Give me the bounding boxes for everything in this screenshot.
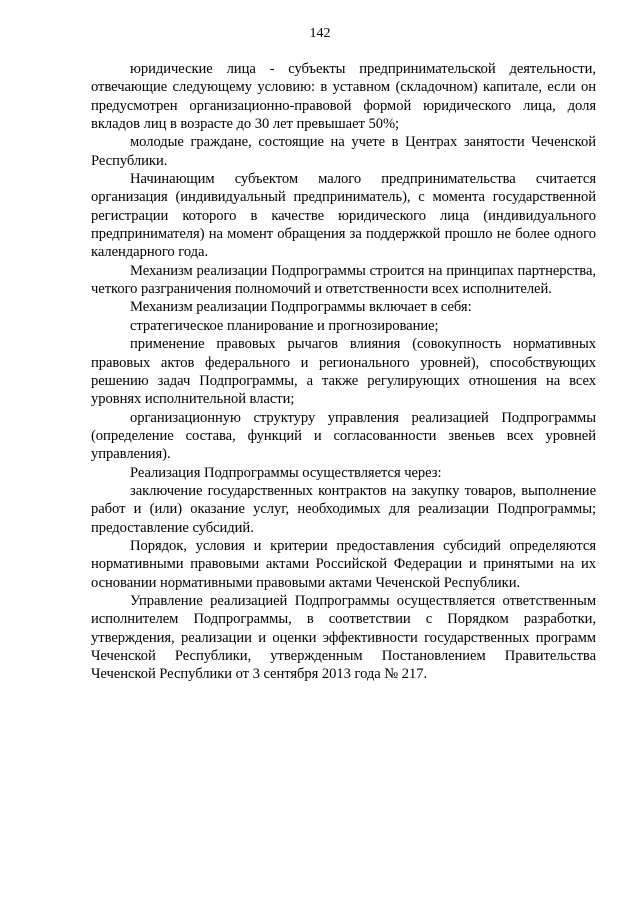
paragraph-legal-levers: применение правовых рычагов влияния (совокупность нормативных правовых актов федерального и регионального уровней), способствующих решению задач Подпрограммы, а также регулирующих отношения на всех уровнях исполнительной власти; bbox=[91, 336, 596, 408]
paragraph-strategic-planning: стратегическое планирование и прогнозирование; bbox=[130, 317, 439, 334]
paragraph-subsidy-procedure: Порядок, условия и критерии предоставления субсидий определяются нормативными правовыми актами Российской Федерации и принятыми на их основании нормативными правовыми актами Чеченской Республики. bbox=[91, 537, 596, 591]
body-text bbox=[91, 60, 596, 684]
paragraph-implementation-through: Реализация Подпрограммы осуществляется через: bbox=[130, 464, 442, 481]
page-number: 142 bbox=[309, 26, 331, 41]
paragraph-youth-legal-entities: юридические лица - субъекты предпринимательской деятельности, отвечающие следующему условию: в уставном (складочном) капитале, если он предусмотрен организационно-правовой формой юридического лица, доля вкладов лиц в возрасте до 30 лет превышает 50%; bbox=[91, 61, 596, 133]
paragraph-mechanism-includes: Механизм реализации Подпрограммы включает в себя: bbox=[130, 299, 472, 316]
paragraph-state-contracts: заключение государственных контрактов на закупку товаров, выполнение работ и (или) оказание услуг, необходимых для реализации Подпрограммы; предоставление субсидий. bbox=[91, 482, 596, 536]
paragraph-beginning-entrepreneur-definition: Начинающим субъектом малого предпринимательства считается организация (индивидуальный предприниматель), с момента государственной регистрации которого в качестве юридического лица (индивидуального предпринимателя) на момент обращения за поддержкой прошло не более одного календарного года. bbox=[91, 171, 596, 261]
paragraph-young-citizens: молодые граждане, состоящие на учете в Центрах занятости Чеченской Республики. bbox=[91, 134, 596, 169]
paragraph-program-management: Управление реализацией Подпрограммы осуществляется ответственным исполнителем Подпрограммы, в соответствии с Порядком разработки, утверждения, реализации и оценки эффективности государственных программ Чеченской Республики, утвержденным Постановлением Правительства Чеченской Республики от 3 сентября 2013 года № 217. bbox=[91, 592, 596, 683]
paragraph-organizational-structure: организационную структуру управления реализацией Подпрограммы (определение состава, функций и согласованности звеньев всех уровней управления). bbox=[91, 409, 596, 463]
paragraph-mechanism-principles: Механизм реализации Подпрограммы строится на принципах партнерства, четкого разграничения полномочий и ответственности всех исполнителей. bbox=[91, 262, 596, 298]
